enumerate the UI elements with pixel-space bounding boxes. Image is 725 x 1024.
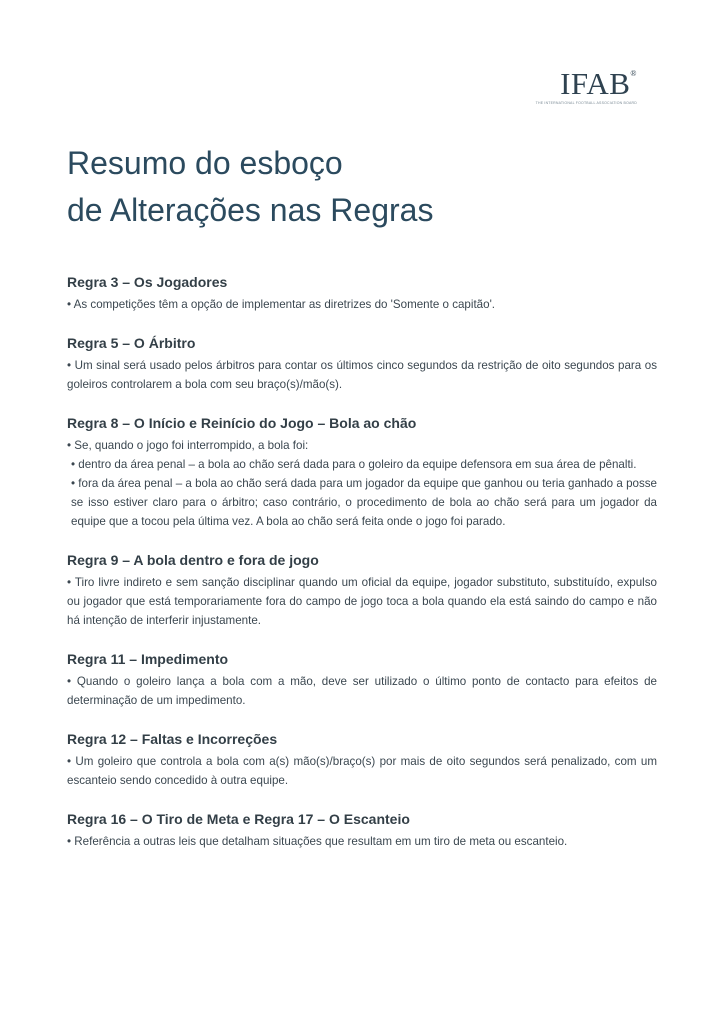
section-law-12 [67,729,657,790]
section-heading: Regra 3 – Os Jogadores [67,274,228,290]
section-law-16-17 [67,809,657,851]
section-paragraph: • Tiro livre indireto e sem sanção disciplinar quando um oficial da equipe, jogador substituto, substituído, expulso ou jogador que está temporariamente fora do campo de jogo toca a bola quando ela está saindo do campo e não há intenção de interferir injustamente. [67,576,657,627]
section-paragraph: • fora da área penal – a bola ao chão será dada para um jogador da equipe que ganhou ou teria ganhado a posse se isso estiver claro para o árbitro; caso contrário, o procedimento de bola ao chão será para um jogador da equipe que a tocou pela última vez. A bola ao chão será feita onde o jogo foi parado. [71,477,657,528]
page-title-line-2: de Alterações nas Regras [67,192,434,228]
logo-mark-text: IFAB [560,66,631,101]
section-paragraph: • Quando o goleiro lança a bola com a mão, deve ser utilizado o último ponto de contacto para efeitos de determinação de um impedimento. [67,675,657,707]
section-law-8 [67,413,657,531]
section-law-9 [67,550,657,630]
section-paragraph: • Um goleiro que controla a bola com a(s) mão(s)/braço(s) por mais de oito segundos será penalizado, com um escanteio sendo concedido à outra equipe. [67,755,657,787]
logo-tagline: THE INTERNATIONAL FOOTBALL ASSOCIATION BOARD [535,101,637,105]
section-heading: Regra 16 – O Tiro de Meta e Regra 17 – O Escanteio [67,811,410,827]
section-paragraph: • Se, quando o jogo foi interrompido, a bola foi: [67,439,309,452]
ifab-logo [536,68,637,105]
section-heading: Regra 8 – O Início e Reinício do Jogo – Bola ao chão [67,415,417,431]
section-heading: Regra 5 – O Árbitro [67,335,196,351]
rule-sections [67,272,657,870]
section-paragraph: • Um sinal será usado pelos árbitros para contar os últimos cinco segundos da restrição de oito segundos para os goleiros controlarem a bola com seu braço(s)/mão(s). [67,359,657,391]
section-law-11 [67,649,657,710]
section-paragraph: • dentro da área penal – a bola ao chão será dada para o goleiro da equipe defensora em sua área de pênalti. [71,458,637,471]
section-heading: Regra 9 – A bola dentro e fora de jogo [67,552,319,568]
section-heading: Regra 11 – Impedimento [67,651,229,667]
section-law-5 [67,333,657,394]
section-heading: Regra 12 – Faltas e Incorreções [67,731,278,747]
page-title-line-1: Resumo do esboço [67,145,343,181]
section-paragraph: • Referência a outras leis que detalham situações que resultam em um tiro de meta ou escanteio. [67,835,568,848]
section-law-3 [67,272,657,314]
logo-registered-mark: ® [630,69,637,78]
ifab-logo-mark [536,68,637,99]
section-paragraph: • As competições têm a opção de implementar as diretrizes do 'Somente o capitão'. [67,298,496,311]
page-title [67,140,667,234]
